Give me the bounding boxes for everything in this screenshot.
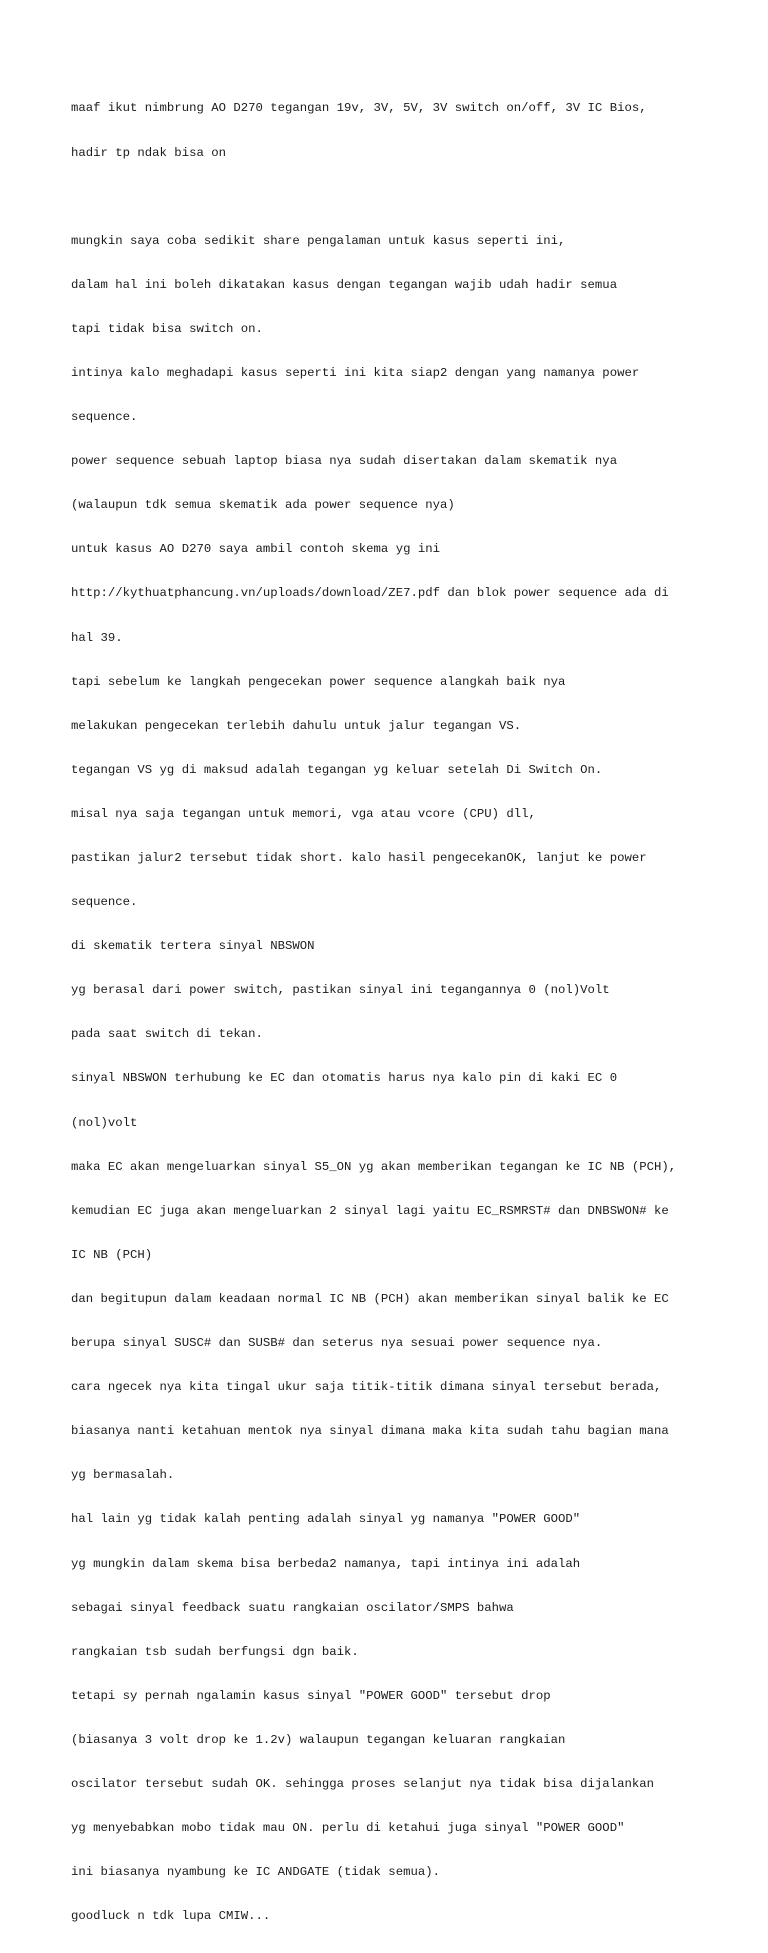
text-line: tapi tidak bisa switch on. <box>71 321 263 336</box>
text-line: berupa sinyal SUSC# dan SUSB# dan seterus nya sesuai power sequence nya. <box>71 1336 603 1351</box>
text-line: yg berasal dari power switch, pastikan sinyal ini tegangannya 0 (nol)Volt <box>71 983 610 998</box>
text-line: pastikan jalur2 tersebut tidak short. kalo hasil pengecekanOK, lanjut ke power <box>71 851 647 865</box>
text-line: sebagai sinyal feedback suatu rangkaian oscilator/SMPS bahwa <box>71 1600 514 1615</box>
text-line: misal nya saja tegangan untuk memori, vga atau vcore (CPU) dll, <box>71 806 536 821</box>
text-line: hal 39. <box>71 630 123 645</box>
document-body <box>71 72 711 1953</box>
text-line: hadir tp ndak bisa on <box>71 145 226 160</box>
text-line: kemudian EC juga akan mengeluarkan 2 sinyal lagi yaitu EC_RSMRST# dan DNBSWON# ke <box>71 1203 669 1218</box>
text-line: power sequence sebuah laptop biasa nya sudah disertakan dalam skematik nya <box>71 454 618 469</box>
text-line: maaf ikut nimbrung AO D270 tegangan 19v, 3V, 5V, 3V switch on/off, 3V IC Bios, <box>71 101 647 116</box>
text-line: tegangan VS yg di maksud adalah tegangan yg keluar setelah Di Switch On. <box>71 762 603 777</box>
text-line: rangkaian tsb sudah berfungsi dgn baik. <box>71 1644 359 1659</box>
text-line: dan begitupun dalam keadaan normal IC NB (PCH) akan memberikan sinyal balik ke EC <box>71 1291 669 1306</box>
text-line: IC NB (PCH) <box>71 1247 153 1262</box>
text-line: (biasanya 3 volt drop ke 1.2v) walaupun tegangan keluaran rangkaian <box>71 1732 566 1747</box>
text-line: yg bermasalah. <box>71 1468 175 1483</box>
text-line: sinyal NBSWON terhubung ke EC dan otomatis harus nya kalo pin di kaki EC 0 <box>71 1071 618 1086</box>
text-line: sequence. <box>71 895 138 910</box>
text-line <box>71 190 711 205</box>
text-line: maka EC akan mengeluarkan sinyal S5_ON yg akan memberikan tegangan ke IC NB (PCH), <box>71 1159 677 1174</box>
text-line: untuk kasus AO D270 saya ambil contoh skema yg ini <box>71 542 440 557</box>
text-line: oscilator tersebut sudah OK. sehingga proses selanjut nya tidak bisa dijalankan <box>71 1776 654 1791</box>
text-line: biasanya nanti ketahuan mentok nya sinyal dimana maka kita sudah tahu bagian mana <box>71 1424 669 1439</box>
text-line: http://kythuatphancung.vn/uploads/download/ZE7.pdf dan blok power sequence ada di <box>71 586 669 601</box>
text-line: (nol)volt <box>71 1115 138 1130</box>
text-line: tetapi sy pernah ngalamin kasus sinyal "POWER GOOD" tersebut drop <box>71 1688 551 1703</box>
text-line: ini biasanya nyambung ke IC ANDGATE (tidak semua). <box>71 1865 440 1880</box>
text-line: melakukan pengecekan terlebih dahulu untuk jalur tegangan VS. <box>71 718 522 733</box>
text-line: hal lain yg tidak kalah penting adalah sinyal yg namanya "POWER GOOD" <box>71 1512 581 1527</box>
text-line: yg mungkin dalam skema bisa berbeda2 namanya, tapi intinya ini adalah <box>71 1556 581 1571</box>
text-line: (walaupun tdk semua skematik ada power sequence nya) <box>71 498 455 513</box>
text-line: dalam hal ini boleh dikatakan kasus dengan tegangan wajib udah hadir semua <box>71 277 618 292</box>
text-line: mungkin saya coba sedikit share pengalaman untuk kasus seperti ini, <box>71 233 566 248</box>
text-line: sequence. <box>71 410 138 425</box>
text-line: tapi sebelum ke langkah pengecekan power sequence alangkah baik nya <box>71 674 566 689</box>
text-line: pada saat switch di tekan. <box>71 1027 263 1042</box>
text-line: di skematik tertera sinyal NBSWON <box>71 939 315 954</box>
text-line: intinya kalo meghadapi kasus seperti ini kita siap2 dengan yang namanya power <box>71 365 640 380</box>
text-line: cara ngecek nya kita tingal ukur saja titik-titik dimana sinyal tersebut berada, <box>71 1380 662 1395</box>
text-line: yg menyebabkan mobo tidak mau ON. perlu di ketahui juga sinyal "POWER GOOD" <box>71 1821 625 1836</box>
text-line: goodluck n tdk lupa CMIW... <box>71 1909 271 1924</box>
